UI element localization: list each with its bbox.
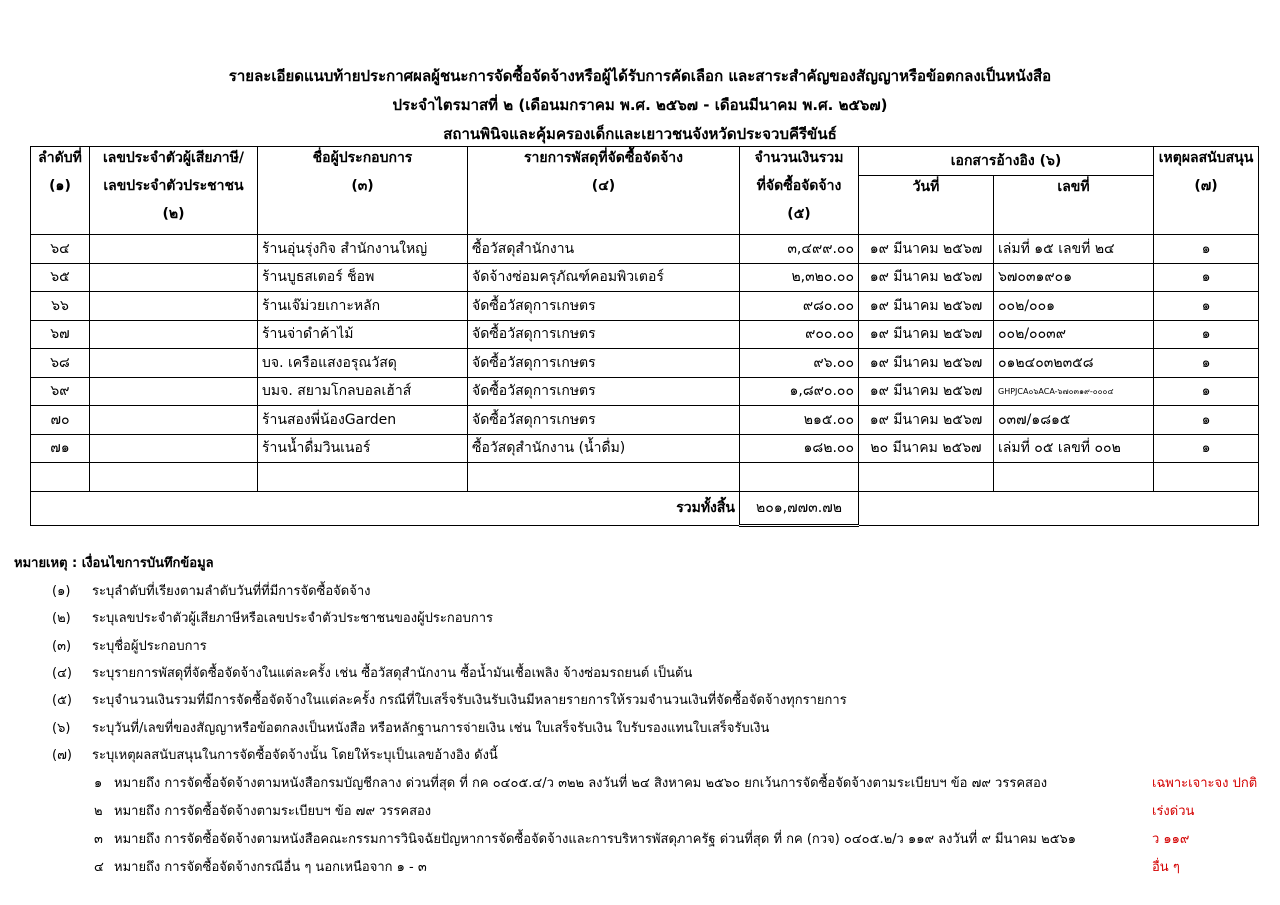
col-vendor-number: (๓) <box>351 178 374 194</box>
row-seq: ๖๖ <box>31 292 90 321</box>
reason-tag: อื่น ๆ <box>1152 860 1180 875</box>
row-item: จัดจ้างซ่อมครุภัณฑ์คอมพิวเตอร์ <box>468 263 740 292</box>
row-reason: ๑ <box>1154 263 1259 292</box>
row-reason: ๑ <box>1154 320 1259 349</box>
col-reason-number: (๗) <box>1194 178 1218 194</box>
note-number: (๗) <box>52 747 72 763</box>
col-docno-header: เลขที่ <box>994 176 1154 205</box>
table-row <box>31 406 1259 435</box>
agency-name: สถานพินิจและคุ้มครองเด็กและเยาวชนจังหวัดประจวบคีรีขันธ์ <box>443 125 837 143</box>
row-item: จัดซื้อวัสดุการเกษตร <box>468 292 740 321</box>
reason-code: ๔ <box>94 860 104 875</box>
row-date: ๑๙ มีนาคม ๒๕๖๗ <box>859 349 994 378</box>
row-vendor: ร้านบูธสเตอร์ ช็อพ <box>258 263 468 292</box>
row-item: ซื้อวัสดุสำนักงาน <box>468 235 740 264</box>
note-text: ระบุวันที่/เลขที่ของสัญญาหรือข้อตกลงเป็นหนังสือ หรือหลักฐานการจ่ายเงิน เช่น ใบเสร็จรับเงิน ใบรับรองแทนใบเสร็จรับเงิน <box>92 720 770 736</box>
col-taxid-number: (๒) <box>162 206 185 222</box>
row-reason: ๑ <box>1154 406 1259 435</box>
col-date-header: วันที่ <box>859 176 994 205</box>
col-refdoc-header: เอกสารอ้างอิง (๖) <box>859 147 1154 176</box>
row-amount: ๑,๘๙๐.๐๐ <box>740 377 859 406</box>
row-amount: ๙๐๐.๐๐ <box>740 320 859 349</box>
note-text: ระบุเลขประจำตัวผู้เสียภาษีหรือเลขประจำตัวประชาชนของผู้ประกอบการ <box>92 611 493 627</box>
row-reason: ๑ <box>1154 292 1259 321</box>
procurement-table <box>30 146 1259 527</box>
note-number: (๒) <box>52 611 71 627</box>
row-amount: ๙๖.๐๐ <box>740 349 859 378</box>
row-docno: ๐๓๗/๑๘๑๕ <box>994 406 1154 435</box>
table-row <box>31 263 1259 292</box>
row-taxid <box>90 320 258 349</box>
reason-code: ๑ <box>94 776 103 791</box>
row-vendor: ร้านจ่าดำค้าไม้ <box>258 320 468 349</box>
total-label: รวมทั้งสิ้น <box>31 491 740 525</box>
row-vendor: ร้านเจ๊ม่วยเกาะหลัก <box>258 292 468 321</box>
table-row <box>31 235 1259 264</box>
row-amount: ๓,๔๙๙.๐๐ <box>740 235 859 264</box>
row-vendor: ร้านน้ำดื่มวินเนอร์ <box>258 434 468 463</box>
row-item: จัดซื้อวัสดุการเกษตร <box>468 377 740 406</box>
note-text: ระบุลำดับที่เรียงตามลำดับวันที่ที่มีการจัดซื้อจัดจ้าง <box>92 584 371 599</box>
row-vendor: ร้านสองพี่น้องGarden <box>258 406 468 435</box>
reason-definition: หมายถึง การจัดซื้อจัดจ้างตามหนังสือกรมบัญชีกลาง ด่วนที่สุด ที่ กค ๐๔๐๕.๔/ว ๓๒๒ ลงวันที่ ๒๔ สิงหาคม ๒๕๖๐ ยกเว้นการจัดซื้อจัดจ้างตามระเบียบฯ ข้อ ๗๙ วรรคสอง <box>114 776 1048 791</box>
row-vendor: บมจ. สยามโกลบอลเฮ้าส์ <box>258 377 468 406</box>
reason-definition: หมายถึง การจัดซื้อจัดจ้างกรณีอื่น ๆ นอกเหนือจาก ๑ - ๓ <box>114 860 427 875</box>
row-seq: ๗๐ <box>31 406 90 435</box>
col-items-header <box>468 147 740 235</box>
col-reason-header <box>1154 147 1259 235</box>
col-seq-label: ลำดับที่ <box>38 150 82 166</box>
row-reason: ๑ <box>1154 434 1259 463</box>
row-item: จัดซื้อวัสดุการเกษตร <box>468 349 740 378</box>
row-taxid <box>90 235 258 264</box>
col-items-label: รายการพัสดุที่จัดซื้อจัดจ้าง <box>524 150 683 166</box>
row-taxid <box>90 292 258 321</box>
reason-code: ๓ <box>94 832 103 847</box>
row-amount: ๙๘๐.๐๐ <box>740 292 859 321</box>
note-text: ระบุเหตุผลสนับสนุนในการจัดซื้อจัดจ้างนั้น โดยให้ระบุเป็นเลขอ้างอิง ดังนี้ <box>92 747 498 763</box>
col-amount-header <box>740 147 859 235</box>
reason-definition: หมายถึง การจัดซื้อจัดจ้างตามระเบียบฯ ข้อ ๗๙ วรรคสอง <box>114 804 432 819</box>
row-taxid <box>90 377 258 406</box>
row-vendor: ร้านอุ่นรุ่งกิจ สำนักงานใหญ่ <box>258 235 468 264</box>
table-row <box>31 292 1259 321</box>
row-seq: ๖๙ <box>31 377 90 406</box>
reason-definition: หมายถึง การจัดซื้อจัดจ้างตามหนังสือคณะกรรมการวินิจฉัยปัญหาการจัดซื้อจัดจ้างและการบริหารพัสดุภาครัฐ ด่วนที่สุด ที่ กค (กวจ) ๐๔๐๕.๒/ว ๑๑๙ ลงวันที่ ๙ มีนาคม ๒๕๖๑ <box>114 832 1077 847</box>
row-date: ๒๐ มีนาคม ๒๕๖๗ <box>859 434 994 463</box>
col-vendor-header <box>258 147 468 235</box>
row-amount: ๒,๓๒๐.๐๐ <box>740 263 859 292</box>
row-reason: ๑ <box>1154 235 1259 264</box>
row-reason: ๑ <box>1154 349 1259 378</box>
col-taxid-label-2: เลขประจำตัวประชาชน <box>103 178 244 194</box>
row-item: จัดซื้อวัสดุการเกษตร <box>468 406 740 435</box>
row-date: ๑๙ มีนาคม ๒๕๖๗ <box>859 292 994 321</box>
row-taxid <box>90 406 258 435</box>
col-reason-label: เหตุผลสนับสนุน <box>1158 150 1254 166</box>
row-vendor: บจ. เครือแสงอรุณวัสดุ <box>258 349 468 378</box>
table-row <box>31 377 1259 406</box>
reason-code: ๒ <box>94 804 103 819</box>
col-taxid-label-1: เลขประจำตัวผู้เสียภาษี/ <box>102 150 245 166</box>
row-docno: เล่มที่ ๑๕ เลขที่ ๒๔ <box>994 235 1154 264</box>
row-date: ๑๙ มีนาคม ๒๕๖๗ <box>859 263 994 292</box>
row-date: ๑๙ มีนาคม ๒๕๖๗ <box>859 235 994 264</box>
total-value: ๒๐๑,๗๗๓.๗๒ <box>740 491 859 525</box>
row-amount: ๒๑๕.๐๐ <box>740 406 859 435</box>
row-date: ๑๙ มีนาคม ๒๕๖๗ <box>859 320 994 349</box>
row-docno: ๐๐๒/๐๐๓๙ <box>994 320 1154 349</box>
quarter-subtitle: ประจำไตรมาสที่ ๒ (เดือนมกราคม พ.ศ. ๒๕๖๗ - เดือนมีนาคม พ.ศ. ๒๕๖๗) <box>392 96 888 114</box>
row-seq: ๖๘ <box>31 349 90 378</box>
reason-tag: เร่งด่วน <box>1152 804 1195 819</box>
row-seq: ๖๗ <box>31 320 90 349</box>
row-item: ซื้อวัสดุสำนักงาน (น้ำดื่ม) <box>468 434 740 463</box>
reason-tag: ว ๑๑๙ <box>1152 832 1190 847</box>
table-row <box>31 434 1259 463</box>
col-amount-number: (๕) <box>787 206 811 222</box>
row-date: ๑๙ มีนาคม ๒๕๖๗ <box>859 406 994 435</box>
row-docno: ๐๑๒๔๐๓๒๓๕๘ <box>994 349 1154 378</box>
table-row <box>31 349 1259 378</box>
note-text: ระบุรายการพัสดุที่จัดซื้อจัดจ้างในแต่ละครั้ง เช่น ซื้อวัสดุสำนักงาน ซื้อน้ำมันเชื้อเพลิง จ้างซ่อมรถยนต์ เป็นต้น <box>92 665 693 681</box>
row-docno: GHPJCA๐๖ACA-๖๗๐๓๑๙-๐๐๐๔ <box>994 377 1154 406</box>
reason-tag: เฉพาะเจาะจง ปกติ <box>1152 776 1258 791</box>
col-seq-number: (๑) <box>49 178 71 194</box>
note-number: (๖) <box>52 720 71 736</box>
row-docno: เล่มที่ ๐๕ เลขที่ ๐๐๒ <box>994 434 1154 463</box>
col-amount-label-1: จำนวนเงินรวม <box>754 150 844 166</box>
row-seq: ๖๕ <box>31 263 90 292</box>
note-text: ระบุจำนวนเงินรวมที่มีการจัดซื้อจัดจ้างในแต่ละครั้ง กรณีที่ใบเสร็จรับเงินรับเงินมีหลายรายการให้รวมจำนวนเงินที่จัดซื้อจัดจ้างทุกรายการ <box>92 693 847 709</box>
note-number: (๔) <box>52 665 72 681</box>
table-row <box>31 320 1259 349</box>
col-taxid-header <box>90 147 258 235</box>
row-taxid <box>90 349 258 378</box>
col-items-number: (๔) <box>591 178 616 194</box>
row-docno: ๖๗๐๓๑๙๐๑ <box>994 263 1154 292</box>
note-number: (๑) <box>52 584 71 599</box>
row-amount: ๑๘๒.๐๐ <box>740 434 859 463</box>
note-text: ระบุชื่อผู้ประกอบการ <box>92 638 207 654</box>
note-number: (๓) <box>52 638 72 654</box>
row-seq: ๖๔ <box>31 235 90 264</box>
row-date: ๑๙ มีนาคม ๒๕๖๗ <box>859 377 994 406</box>
notes-heading: หมายเหตุ : เงื่อนไขการบันทึกข้อมูล <box>14 556 214 571</box>
col-amount-label-2: ที่จัดซื้อจัดจ้าง <box>756 178 842 194</box>
col-vendor-label: ชื่อผู้ประกอบการ <box>312 150 413 166</box>
col-seq-header <box>31 147 90 235</box>
note-number: (๕) <box>52 693 72 709</box>
row-reason: ๑ <box>1154 377 1259 406</box>
row-taxid <box>90 434 258 463</box>
row-seq: ๗๑ <box>31 434 90 463</box>
row-taxid <box>90 263 258 292</box>
row-docno: ๐๐๒/๐๐๑ <box>994 292 1154 321</box>
document-title: รายละเอียดแนบท้ายประกาศผลผู้ชนะการจัดซื้อจัดจ้างหรือผู้ได้รับการคัดเลือก และสาระสำคัญของสัญญาหรือข้อตกลงเป็นหนังสือ <box>228 67 1052 85</box>
row-item: จัดซื้อวัสดุการเกษตร <box>468 320 740 349</box>
